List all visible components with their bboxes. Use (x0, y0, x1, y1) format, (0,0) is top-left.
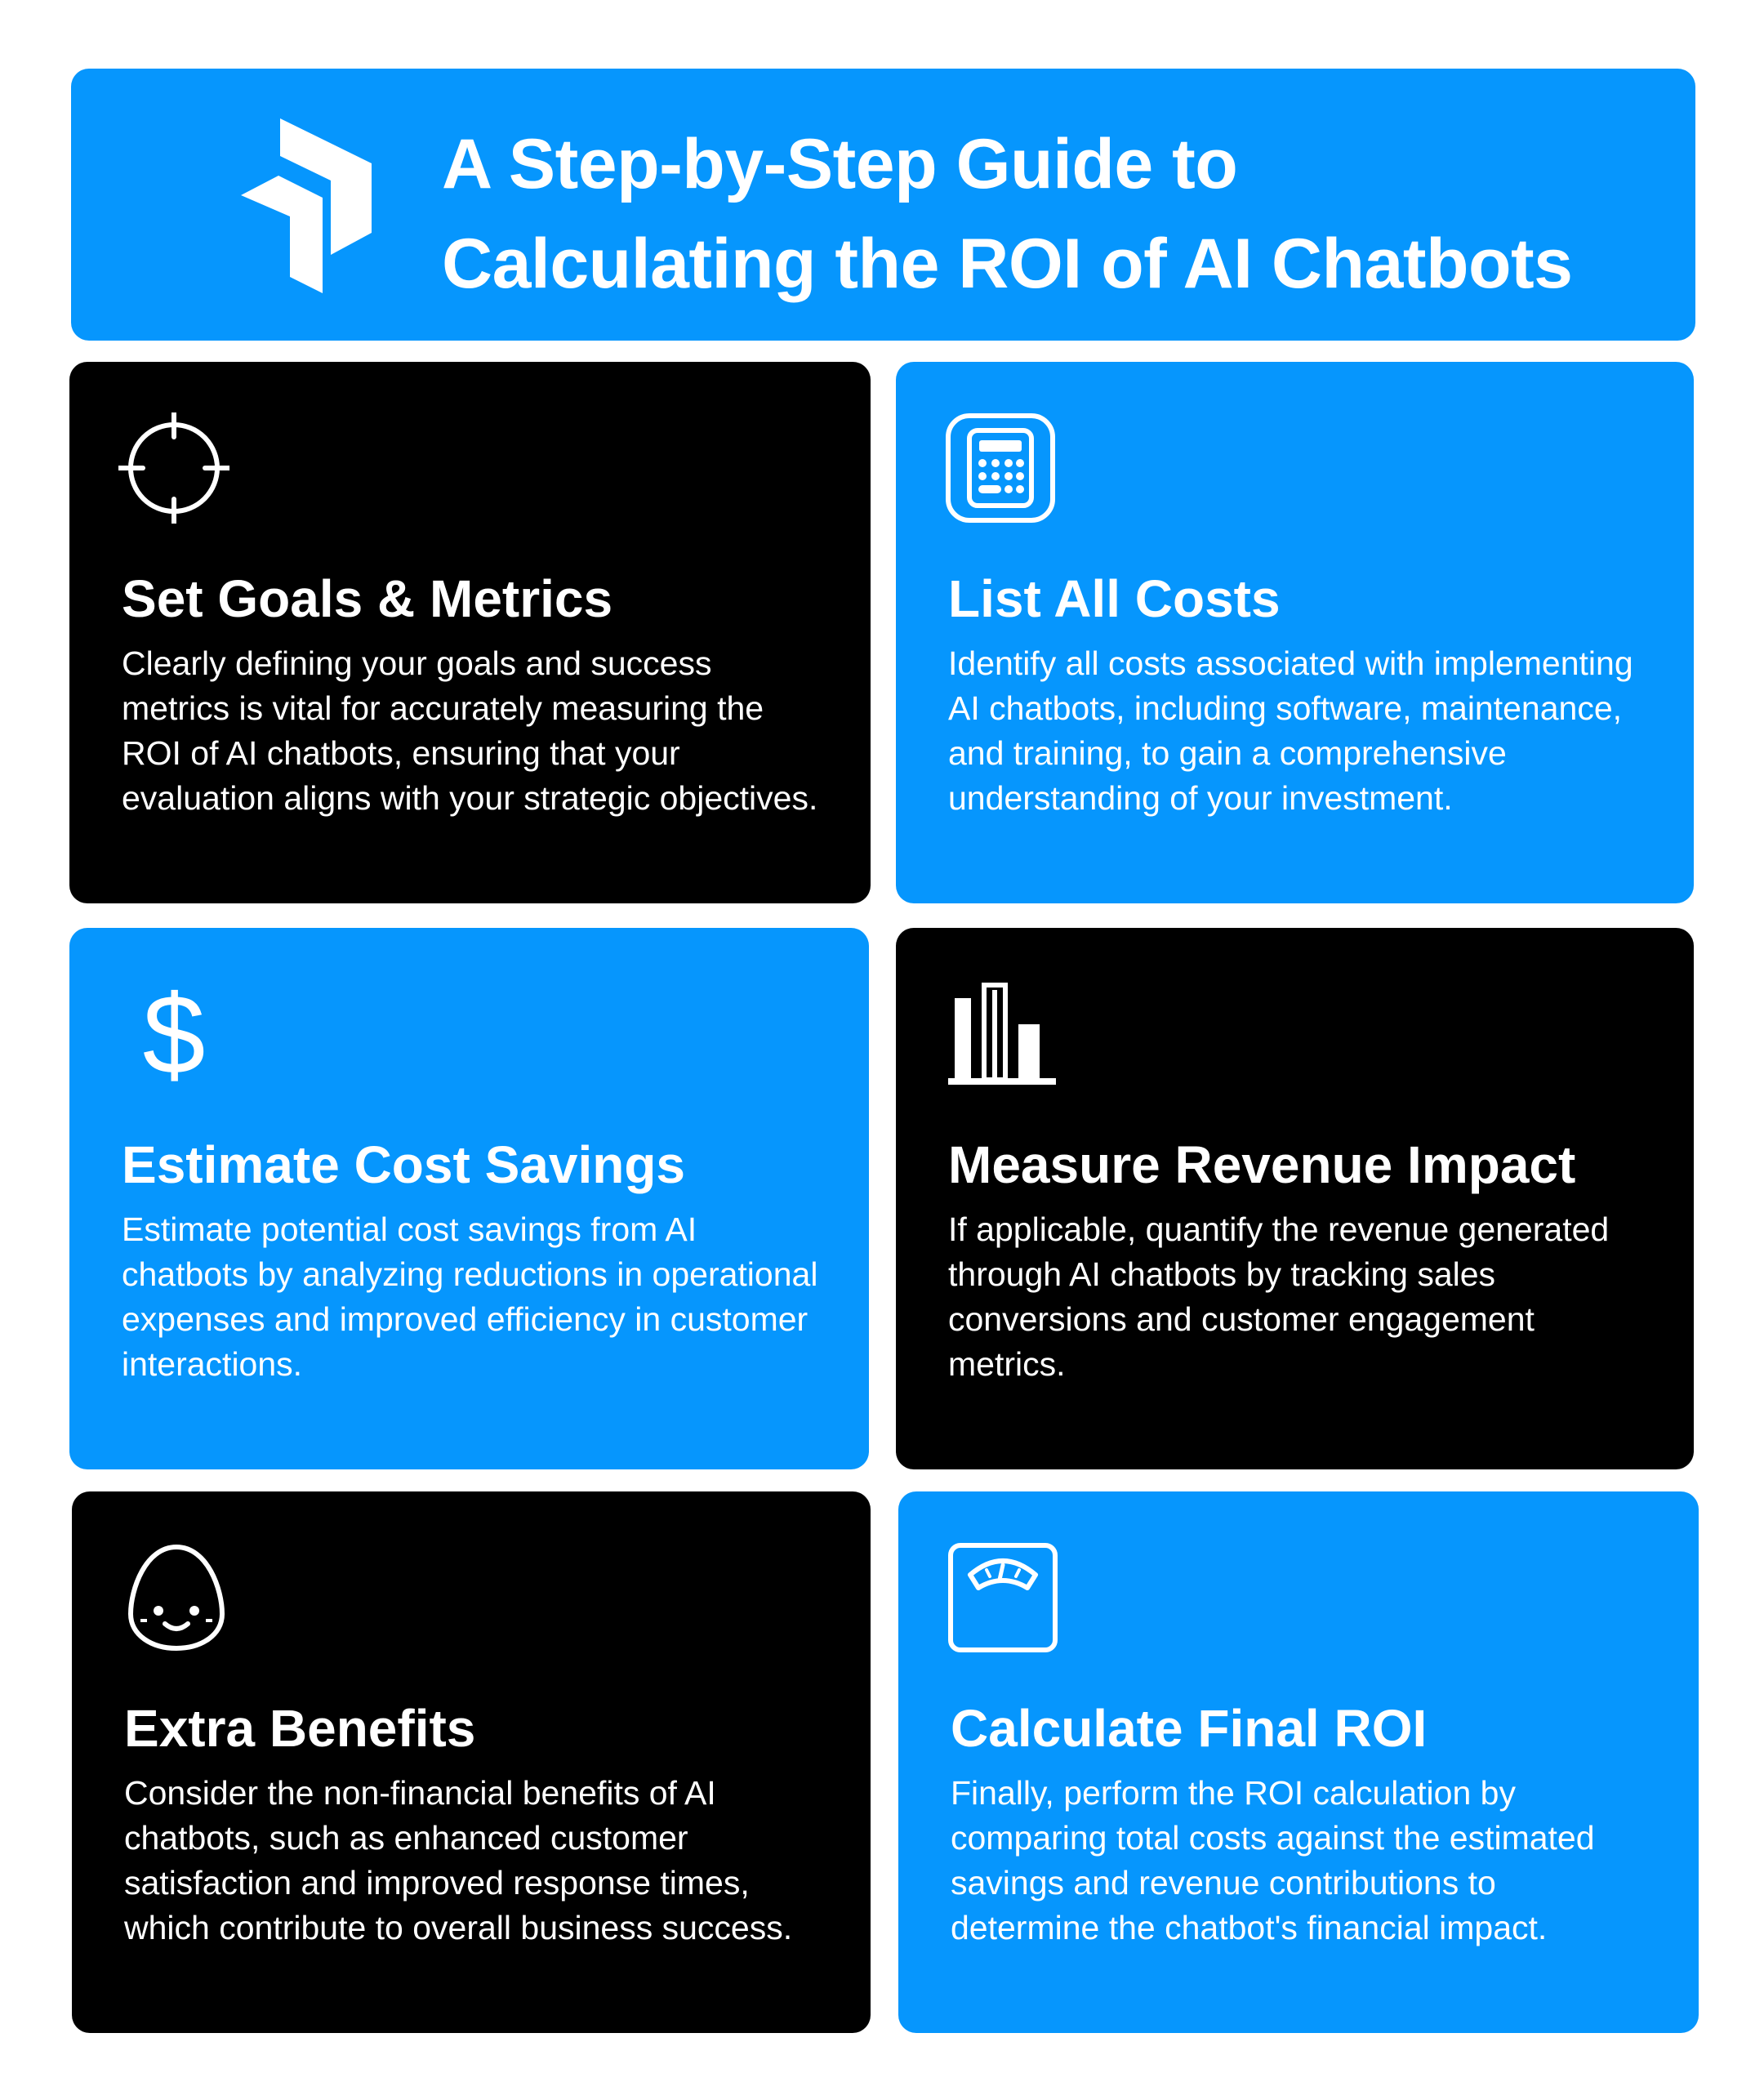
card-description: Estimate potential cost savings from AI chatbots by analyzing reductions in operational expenses and improved efficiency in customer interactions. (122, 1210, 818, 1383)
card-list-costs (896, 362, 1694, 903)
card-description: Clearly defining your goals and success metrics is vital for accurately measuring the ROI of AI chatbots, ensuring that your evaluation aligns with your strategic objectives. (122, 644, 818, 817)
page-title (442, 114, 1667, 314)
card-description: Identify all costs associated with implementing AI chatbots, including software, maintenance, and training, to gain a comprehensive understanding of your investment. (948, 644, 1633, 817)
card-title: Calculate Final ROI (951, 1699, 1428, 1758)
card-description: Finally, perform the ROI calculation by comparing total costs against the estimated savings and revenue contributions to determine the chatbot's financial impact. (951, 1774, 1595, 1946)
card-final-roi (898, 1491, 1699, 2033)
card-title: Measure Revenue Impact (948, 1135, 1576, 1194)
card-title: Estimate Cost Savings (122, 1135, 685, 1194)
card-description: Consider the non-financial benefits of AI chatbots, such as enhanced customer satisfaction and improved response times, which contribute to overall business success. (124, 1774, 793, 1946)
card-estimate-savings (69, 928, 869, 1469)
bar-chart-icon (945, 979, 1056, 1090)
card-title: Set Goals & Metrics (122, 569, 613, 628)
card-set-goals (69, 362, 871, 903)
crosshair-target-icon (118, 412, 229, 524)
card-revenue-impact (896, 928, 1694, 1469)
card-title: List All Costs (948, 569, 1281, 628)
card-extra-benefits (72, 1491, 871, 2033)
stacked-blocks-logo-icon (241, 118, 376, 293)
smiling-egg-icon (121, 1542, 232, 1653)
title-line-1: A Step-by-Step Guide to (442, 125, 1238, 203)
calculator-icon (945, 412, 1056, 524)
title-line-2: Calculating the ROI of AI Chatbots (442, 225, 1573, 303)
dollar-sign-icon (118, 979, 229, 1090)
svg-text:$: $ (142, 979, 206, 1090)
scale-gauge-icon (947, 1542, 1058, 1653)
card-description: If applicable, quantify the revenue generated through AI chatbots by tracking sales conversions and customer engagement metrics. (948, 1210, 1610, 1383)
card-title: Extra Benefits (124, 1699, 476, 1758)
